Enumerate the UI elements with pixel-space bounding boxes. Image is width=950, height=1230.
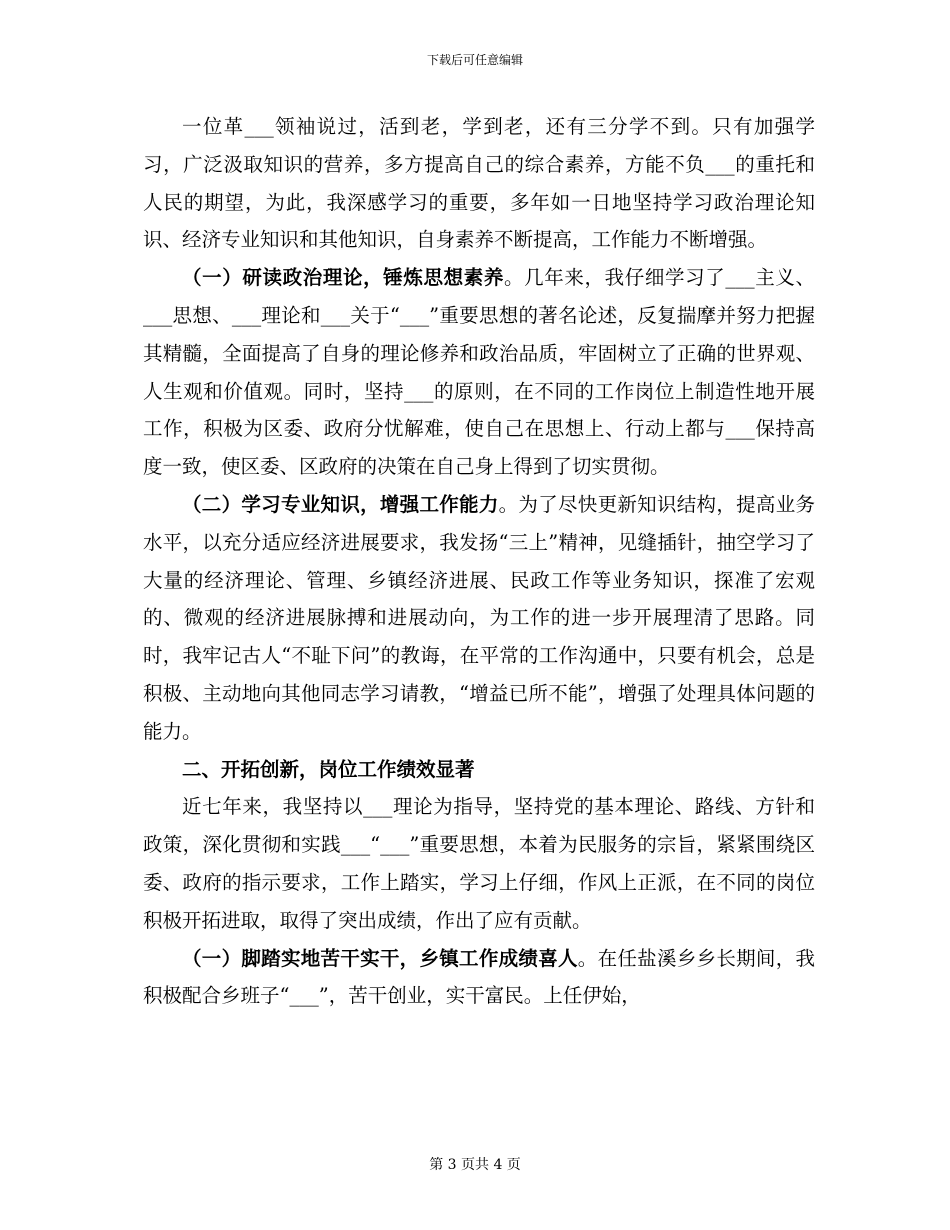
document-body (143, 108, 815, 1015)
page-footer: 第 3 页共 4 页 (429, 1157, 521, 1173)
paragraph-text: 。几年来，我仔细学习了___主义、___思想、___理论和___关于“___”重要思想的著名论述，反复揣摩并努力把握其精髓，全面提高了自身的理论修养和政治品质，牢固树立了正确的世界观、人生观和价值观。同时，坚持___的原则，在不同的工作岗位上制造性地开展工作，积极为区委、政府分忧解难，使自己在思想上、行动上都与___保持高度一致，使区委、区政府的决策在自己身上得到了切实贯彻。 (143, 266, 815, 479)
paragraph-text: 一位革___领袖说过，活到老，学到老，还有三分学不到。只有加强学习，广泛汲取知识的营养，多方提高自己的综合素养，方能不负___的重托和人民的期望，为此，我深感学习的重要，多年如一日地坚持学习政治理论知识、经济专业知识和其他知识，自身素养不断提高，工作能力不断增强。 (143, 115, 815, 252)
paragraph-intro (143, 108, 815, 259)
paragraph-township-work (143, 940, 815, 1016)
paragraph-professional-knowledge (143, 486, 815, 751)
paragraph-text: 近七年来，我坚持以___理论为指导，坚持党的基本理论、路线、方针和政策，深化贯彻和实践___“___”重要思想，本着为民服务的宗旨，紧紧围绕区委、政府的指示要求，工作上踏实，学习上仔细，作风上正派，在不同的岗位积极开拓进取，取得了突出成绩，作出了应有贡献。 (143, 795, 815, 932)
paragraph-text: 。在任盐溪乡乡长期间，我积极配合乡班子“___”，苦干创业，实干富民。上任伊始， (143, 946, 815, 1008)
section-lead: （一）脚踏实地苦干实干，乡镇工作成绩喜人 (182, 946, 578, 970)
paragraph-text: 。为了尽快更新知识结构，提高业务水平，以充分适应经济进展要求，我发扬“三上”精神，见缝插针，抽空学习了大量的经济理论、管理、乡镇经济进展、民政工作等业务知识，探准了宏观的、微观的经济进展脉搏和进展动向，为工作的进一步开展理清了思路。同时，我牢记古人“不耻下问”的教诲，在平常的工作沟通中，只要有机会，总是积极、主动地向其他同志学习请教，“增益已所不能”，增强了处理具体问题的能力。 (143, 492, 815, 743)
section-lead: （二）学习专业知识，增强工作能力 (182, 492, 499, 516)
section-lead: （一）研读政治理论，锤炼思想素养 (182, 266, 504, 290)
section-heading: 二、开拓创新，岗位工作绩效显著 (182, 757, 475, 781)
paragraph-political-theory (143, 259, 815, 486)
page-header: 下载后可任意编辑 (426, 53, 523, 67)
paragraph-seven-years (143, 788, 815, 939)
